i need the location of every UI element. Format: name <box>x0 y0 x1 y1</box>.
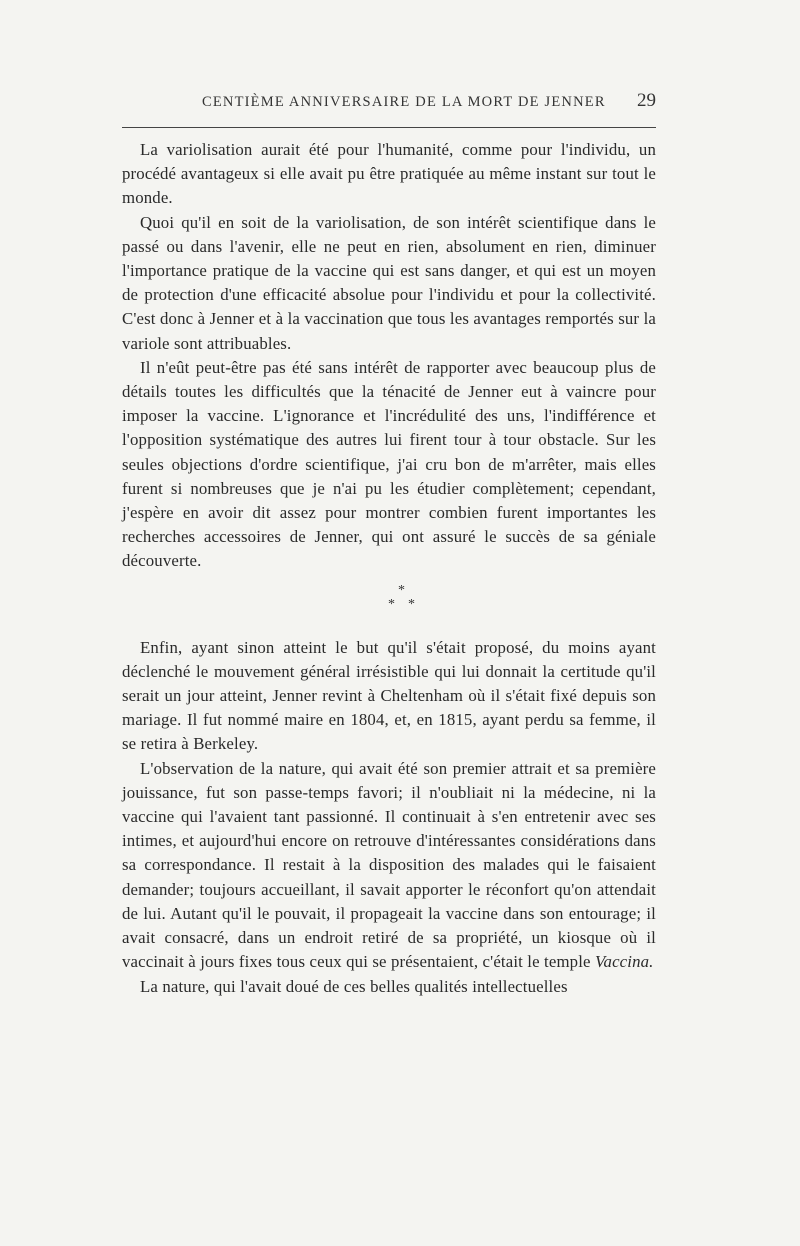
body-text <box>122 138 656 999</box>
running-title: CENTIÈME ANNIVERSAIRE DE LA MORT DE JENNER <box>202 94 606 110</box>
asterism-star: * <box>398 582 406 598</box>
header-rule <box>122 127 656 128</box>
paragraph-3: Il n'eût peut-être pas été sans intérêt de rapporter avec beaucoup plus de détails toutes les difficultés que la ténacité de Jenner eut à vaincre pour imposer la vaccine. L'ignorance et l'incrédulité des uns, l'indifférence et l'opposition systématique des autres lui firent tour à tour obstacle. Sur les seules objections d'ordre scientifique, j'ai cru bon de m'arrêter, mais elles furent si nombreuses que je n'ai pu les étudier complètement; cependant, j'espère en avoir dit assez pour montrer combien furent importantes les recherches accessoires de Jenner, qui ont assuré le succès de sa géniale découverte. <box>122 357 656 571</box>
asterism-star: * <box>388 596 396 612</box>
paragraph-5-italic: Vaccina. <box>594 952 654 972</box>
paragraph-4: Enfin, ayant sinon atteint le but qu'il s'était proposé, du moins ayant déclenché le mouvement général irrésistible qui lui donnait la certitude qu'il serait un jour atteint, Jenner revint à Cheltenham où il s'était fixé depuis son mariage. Il fut nommé maire en 1804, et, en 1815, ayant perdu sa femme, il se retira à Berkeley. <box>122 637 656 754</box>
paragraph-5 <box>122 757 656 975</box>
paragraph-1: La variolisation aurait été pour l'humanité, comme pour l'individu, un procédé avantageux si elle avait pu être pratiquée au même instant sur tout le monde. <box>122 140 656 208</box>
page-header <box>122 92 656 118</box>
paragraph-5-text: L'observation de la nature, qui avait été son premier attrait et sa première jouissance, fut son passe-temps favori; il n'oubliait ni la médecine, ni la vaccine qui l'avaient tant passionné. Il continuait à s'en entretenir avec ses intimes, et aujourd'hui encore on retrouve d'intéressantes considérations dans sa correspondance. Il restait à la disposition des malades qui le faisaient demander; toujours accueillant, il savait apporter le réconfort qu'on attendait de lui. Autant qu'il le pouvait, il propageait la vaccine dans son entourage; il avait consacré, dans un endroit retiré de sa propriété, un kiosque où il vaccinait à jours fixes tous ceux qui se présentaient, c'était le temple <box>122 758 656 972</box>
page-number: 29 <box>637 90 656 111</box>
asterism-star: * <box>408 596 416 612</box>
paragraph-2: Quoi qu'il en soit de la variolisation, de son intérêt scientifique dans le passé ou dans l'avenir, elle ne peut en rien, absolument en rien, diminuer l'importance pratique de la vaccine qui est sans danger, et qui est un moyen de protection d'une efficacité absolue pour l'individu et pour la collectivité. C'est donc à Jenner et à la vaccination que tous les avantages remportés sur la variole sont attribuables. <box>122 212 656 353</box>
paragraph-6: La nature, qui l'avait doué de ces belles qualités intellectuelles <box>140 976 568 996</box>
asterism <box>122 584 656 618</box>
